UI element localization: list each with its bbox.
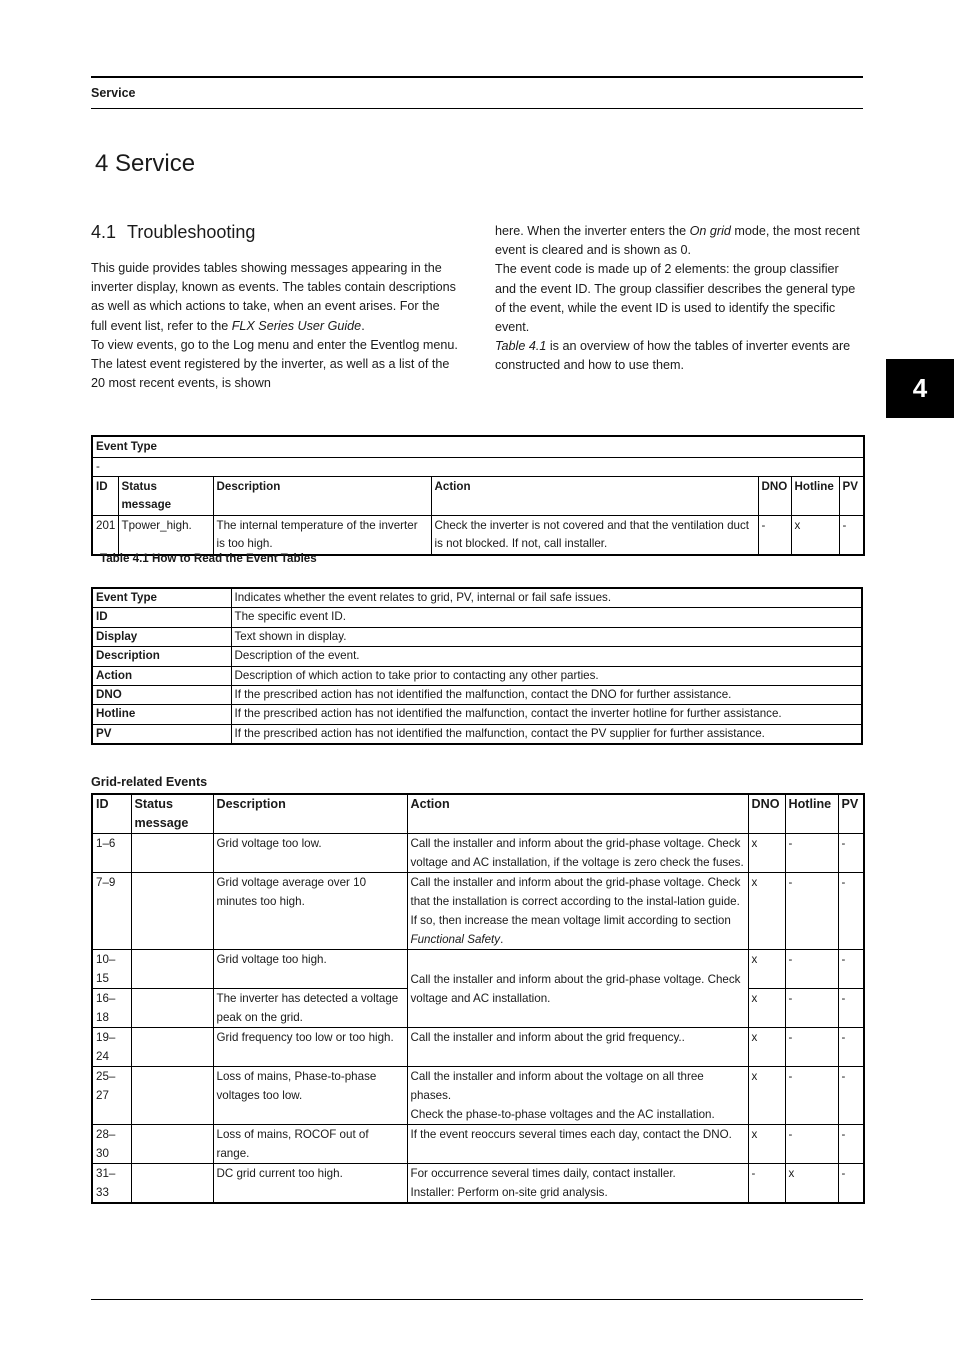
chapter-tab-marker: 4	[886, 359, 954, 418]
event-id: 10–15	[92, 950, 131, 989]
event-pv: -	[838, 1164, 864, 1204]
header-top-rule	[91, 76, 863, 78]
legend-definition: Text shown in display.	[231, 627, 862, 646]
event-hotline: -	[785, 873, 838, 950]
event-pv: -	[838, 873, 864, 950]
event-status-message	[131, 1125, 213, 1164]
grid-header-row: ID Status message Description Action DNO Hotline PV	[92, 794, 864, 834]
table-row: 201 Tpower_high. The internal temperature of the inverter is too high. Check the inverter is not covered and that the ventilation duct is not blocked. If not, call installer. - x -	[92, 516, 864, 556]
legend-definition: The specific event ID.	[231, 608, 862, 627]
event-pv: -	[838, 834, 864, 873]
legend-row	[92, 666, 862, 685]
event-dno: x	[748, 873, 785, 950]
event-status-message	[131, 1028, 213, 1067]
event-action: If the event reoccurs several times each day, contact the DNO.	[407, 1125, 748, 1164]
event-id: 25–27	[92, 1067, 131, 1125]
event-status-message	[131, 1067, 213, 1125]
event-dno: x	[748, 1028, 785, 1067]
event-description: Grid voltage too high.	[213, 950, 407, 989]
legend-term: Event Type	[92, 588, 231, 608]
event-description: Grid voltage too low.	[213, 834, 407, 873]
event-id: 31–33	[92, 1164, 131, 1204]
event-hotline: -	[785, 989, 838, 1028]
table-row	[92, 1164, 864, 1204]
section-title	[91, 222, 255, 243]
table-row	[92, 1067, 864, 1125]
event-id: 19–24	[92, 1028, 131, 1067]
event-action: For occurrence several times daily, contact installer. Installer: Perform on-site grid analysis.	[407, 1164, 748, 1204]
legend-term: PV	[92, 724, 231, 744]
event-status-message	[131, 989, 213, 1028]
legend-row	[92, 627, 862, 646]
legend-row	[92, 705, 862, 724]
paragraph-on-grid: here. When the inverter enters the On grid mode, the most recent event is cleared and is shown as 0.	[495, 224, 860, 258]
event-description: Loss of mains, Phase-to-phase voltages too low.	[213, 1067, 407, 1125]
event-action: Call the installer and inform about the grid-phase voltage. Check voltage and AC installation.	[407, 950, 748, 1028]
legend-table	[91, 587, 863, 745]
event-dno: -	[748, 1164, 785, 1204]
event-pv: -	[838, 989, 864, 1028]
paragraph-event-code: The event code is made up of 2 elements: the group classifier and the event ID. The group classifier describes the general type of the event, while the event ID is used to identify the specific event.	[495, 262, 856, 335]
event-hotline: -	[785, 950, 838, 989]
example-event-type-sub: -	[92, 458, 864, 477]
grid-events-table	[91, 793, 865, 1204]
event-action: Call the installer and inform about the voltage on all three phases. Check the phase-to-phase voltages and the AC installation.	[407, 1067, 748, 1125]
paragraph-intro: This guide provides tables showing messages appearing in the inverter display, known as events. The tables contain descriptions as well as which actions to take, when an event arises. For the full event list, refer to the FLX Series User Guide.	[91, 261, 456, 333]
event-status-message	[131, 1164, 213, 1204]
example-event-type-title: Event Type	[92, 436, 864, 458]
event-hotline: -	[785, 1067, 838, 1125]
event-status-message	[131, 873, 213, 950]
body-column-left	[91, 259, 459, 393]
legend-term: DNO	[92, 686, 231, 705]
legend-definition: If the prescribed action has not identified the malfunction, contact the inverter hotline for further assistance.	[231, 705, 862, 724]
event-description: Grid voltage average over 10 minutes too high.	[213, 873, 407, 950]
event-pv: -	[838, 1067, 864, 1125]
event-pv: -	[838, 950, 864, 989]
section-title-text: Troubleshooting	[127, 222, 256, 242]
legend-term: ID	[92, 608, 231, 627]
event-dno: x	[748, 834, 785, 873]
event-dno: x	[748, 950, 785, 989]
event-id: 7–9	[92, 873, 131, 950]
legend-row	[92, 588, 862, 608]
legend-definition: Description of which action to take prior to contacting any other parties.	[231, 666, 862, 685]
event-hotline: x	[785, 1164, 838, 1204]
event-hotline: -	[785, 1125, 838, 1164]
event-dno: x	[748, 1125, 785, 1164]
legend-row	[92, 608, 862, 627]
header-bottom-rule	[91, 108, 863, 109]
legend-definition: If the prescribed action has not identified the malfunction, contact the DNO for further assistance.	[231, 686, 862, 705]
user-guide-reference: FLX Series User Guide	[231, 318, 362, 333]
table-row	[92, 1028, 864, 1067]
event-id: 28–30	[92, 1125, 131, 1164]
table-reference-link: Table 4.1	[495, 339, 547, 354]
example-event-table	[91, 435, 865, 556]
event-description: DC grid current too high.	[213, 1164, 407, 1204]
event-hotline: -	[785, 834, 838, 873]
table-row	[92, 873, 864, 950]
event-dno: x	[748, 989, 785, 1028]
body-column-right	[495, 222, 863, 376]
event-status-message	[131, 950, 213, 989]
legend-term: Action	[92, 666, 231, 685]
legend-row	[92, 724, 862, 744]
table-row	[92, 950, 864, 989]
legend-definition: If the prescribed action has not identified the malfunction, contact the PV supplier for further assistance.	[231, 724, 862, 744]
event-description: The inverter has detected a voltage peak on the grid.	[213, 989, 407, 1028]
chapter-title: 4 Service	[95, 150, 196, 177]
footer-rule	[91, 1299, 863, 1300]
event-id: 16–18	[92, 989, 131, 1028]
event-hotline: -	[785, 1028, 838, 1067]
grid-events-heading: Grid-related Events	[91, 775, 208, 789]
event-description: Loss of mains, ROCOF out of range.	[213, 1125, 407, 1164]
event-action: Call the installer and inform about the grid frequency..	[407, 1028, 748, 1067]
legend-term: Display	[92, 627, 231, 646]
legend-definition: Indicates whether the event relates to grid, PV, internal or fail safe issues.	[231, 588, 862, 608]
example-header-row: ID Status message Description Action DNO Hotline PV	[92, 477, 864, 516]
legend-row	[92, 686, 862, 705]
event-pv: -	[838, 1125, 864, 1164]
paragraph-view-events: To view events, go to the Log menu and enter the Eventlog menu. The latest event registered by the inverter, as well as a list of the 20 most recent events, is shown	[91, 337, 458, 391]
table-row	[92, 1125, 864, 1164]
legend-term: Hotline	[92, 705, 231, 724]
event-action: Call the installer and inform about the grid-phase voltage. Check voltage and AC installation, if the voltage is zero check the fuses.	[407, 834, 748, 873]
legend-term: Description	[92, 647, 231, 666]
event-id: 1–6	[92, 834, 131, 873]
event-action: Call the installer and inform about the grid-phase voltage. Check that the installation is correct according to the instal-lation guide. If so, then increase the mean voltage limit according to section Functional Safety.	[407, 873, 748, 950]
event-dno: x	[748, 1067, 785, 1125]
event-description: Grid frequency too low or too high.	[213, 1028, 407, 1067]
paragraph-table-ref: Table 4.1 is an overview of how the tables of inverter events are constructed and how to use them.	[495, 339, 851, 373]
legend-definition: Description of the event.	[231, 647, 862, 666]
table-caption: Table 4.1 How to Read the Event Tables	[100, 552, 317, 565]
running-header: Service	[91, 86, 136, 100]
table-row	[92, 834, 864, 873]
section-number: 4.1	[91, 222, 117, 242]
event-pv: -	[838, 1028, 864, 1067]
legend-row	[92, 647, 862, 666]
event-status-message	[131, 834, 213, 873]
